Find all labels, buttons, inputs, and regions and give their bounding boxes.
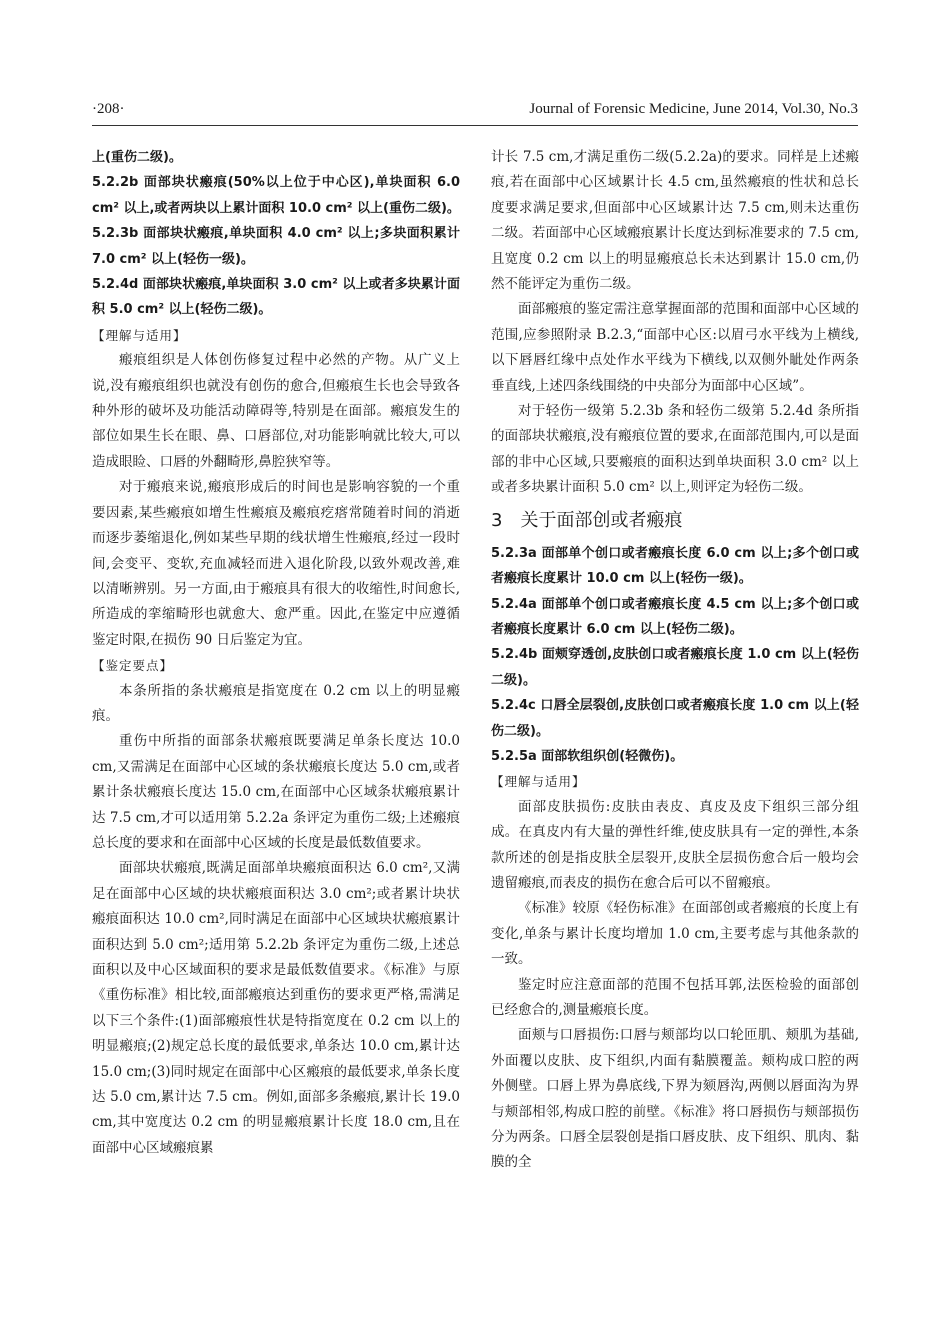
page-header (92, 101, 858, 123)
paragraph: 对于瘢痕来说,瘢痕形成后的时间也是影响容貌的一个重要因素,某些瘢痕如增生性瘢痕及瘢痕疙瘩常随着时间的消逝而逐步萎缩退化,例如某些早期的线状增生性瘢痕,经过一段时间,会变平、变软,充血减轻而进入退化阶段,以致外观改善,难以清晰辨别。另一方面,由于瘢痕具有很大的收缩性,时间愈长,所造成的挛缩畸形也就愈大、愈严重。因此,在鉴定中应遵循鉴定时限,在损伤 90 日后鉴定为宜。 (92, 479, 460, 648)
page-number: ·208· (92, 101, 125, 117)
paragraph: 对于轻伤一级第 5.2.3b 条和轻伤二级第 5.2.4d 条所指的面部块状瘢痕,没有瘢痕位置的要求,在面部范围内,可以是面部的非中心区域,只要瘢痕的面积达到单块面积 3.0 cm² 以上或者多块累计面积 5.0 cm² 以上,则评定为轻伤二级。 (491, 403, 859, 496)
clause-5-2-4d: 5.2.4d 面部块状瘢痕,单块面积 3.0 cm² 以上或者多块累计面积 5.0 cm² 以上(轻伤二级)。 (92, 277, 460, 318)
clause-5-2-4c: 5.2.4c 口唇全层裂创,皮肤创口或者瘢痕长度 1.0 cm 以上(轻伤二级)。 (491, 698, 859, 739)
left-column (92, 145, 460, 1161)
clause-5-2-3a: 5.2.3a 面部单个创口或者瘢痕长度 6.0 cm 以上;多个创口或者瘢痕长度累计 10.0 cm 以上(轻伤一级)。 (491, 545, 859, 587)
paragraph: 鉴定时应注意面部的范围不包括耳郭,法医检验的面部创已经愈合的,测量瘢痕长度。 (491, 976, 859, 1018)
paragraph: 上(重伤二级)。 (92, 150, 182, 165)
clause-5-2-4b: 5.2.4b 面颊穿透创,皮肤创口或者瘢痕长度 1.0 cm 以上(轻伤二级)。 (491, 647, 859, 688)
paragraph: 面颊与口唇损伤:口唇与颊部均以口轮匝肌、颊肌为基础,外面覆以皮肤、皮下组织,内面有黏膜覆盖。颊构成口腔的两外侧壁。口唇上界为鼻底线,下界为颏唇沟,两侧以唇面沟为界与颊部相邻,构成口腔的前壁。《标准》将口唇损伤与颊部损伤分为两条。口唇全层裂创是指口唇皮肤、皮下组织、肌肉、黏膜的全 (491, 1027, 859, 1171)
paragraph: 面部瘢痕的鉴定需注意掌握面部的范围和面部中心区域的范围,应参照附录 B.2.3,“面部中心区:以眉弓水平线为上横线,以下唇唇红缘中点处作水平线为下横线,以双侧外眦处作两条垂直线,上述四条线围绕的中央部分为面部中心区域”。 (491, 301, 859, 394)
paragraph: 瘢痕组织是人体创伤修复过程中必然的产物。从广义上说,没有瘢痕组织也就没有创伤的愈合,但瘢痕生长也会导致各种外形的破坏及功能活动障碍等,特别是在面部。瘢痕发生的部位如果生长在眼、鼻、口唇部位,对功能影响就比较大,可以造成眼睑、口唇的外翻畸形,鼻腔狭窄等。 (92, 352, 460, 470)
paragraph: 重伤中所指的面部条状瘢痕既要满足单条长度达 10.0 cm,又需满足在面部中心区域的条状瘢痕长度达 5.0 cm,或者累计条状瘢痕长度达 15.0 cm,在面部中心区域条状瘢痕累计达 7.5 cm,才可以适用第 5.2.2a 条评定为重伤二级;上述瘢痕总长度的要求和在面部中心区域的长度是最低数值要求。 (92, 733, 460, 851)
clause-5-2-4a: 5.2.4a 面部单个创口或者瘢痕长度 4.5 cm 以上;多个创口或者瘢痕长度累计 6.0 cm 以上(轻伤二级)。 (491, 596, 859, 637)
subheading-understanding: 【理解与适用】 (491, 774, 586, 790)
paragraph: 本条所指的条状瘢痕是指宽度在 0.2 cm 以上的明显瘢痕。 (92, 682, 460, 724)
clause-5-2-3b: 5.2.3b 面部块状瘢痕,单块面积 4.0 cm² 以上;多块面积累计 7.0 cm² 以上(轻伤一级)。 (92, 226, 460, 267)
section-heading: 3 关于面部创或者瘢痕 (491, 509, 683, 531)
journal-citation: Journal of Forensic Medicine, June 2014, Vol.30, No.3 (529, 101, 858, 117)
paragraph: 计长 7.5 cm,才满足重伤二级(5.2.2a)的要求。同样是上述瘢痕,若在面部中心区域累计长 4.5 cm,虽然瘢痕的性状和总长度要求满足要求,但面部中心区域累计达 7.5 cm,则未达重伤二级。若面部中心区域瘢痕累计长度达到标准要求的 7.5 cm,且宽度 0.2 cm 以上的明显瘢痕总长未达到累计 15.0 cm,仍然不能评定为重伤二级。 (491, 149, 859, 293)
paragraph: 面部皮肤损伤:皮肤由表皮、真皮及皮下组织三部分组成。在真皮内有大量的弹性纤维,使皮肤具有一定的弹性,本条款所述的创是指皮肤全层裂开,皮肤全层损伤愈合后一般均会遗留瘢痕,而表皮的损伤在愈合后可以不留瘢痕。 (491, 798, 859, 891)
right-column (491, 145, 859, 1176)
subheading-key-points: 【鉴定要点】 (92, 658, 174, 674)
paragraph: 面部块状瘢痕,既满足面部单块瘢痕面积达 6.0 cm²,又满足在面部中心区域的块状瘢痕面积达 3.0 cm²;或者累计块状瘢痕面积达 10.0 cm²,同时满足在面部中心区域块状瘢痕累计面积达到 5.0 cm²;适用第 5.2.2b 条评定为重伤二级,上述总面积以及中心区域面积的要求是最低数值要求。《标准》与原《重伤标准》相比较,面部瘢痕达到重伤的要求更严格,需满足以下三个条件:(1)面部瘢痕性状是特指宽度在 0.2 cm 以上的明显瘢痕;(2)规定总长度的最低要求,单条达 10.0 cm,累计达 15.0 cm;(3)同时规定在面部中心区瘢痕的最低要求,单条长度达 5.0 cm,累计达 7.5 cm。例如,面部多条瘢痕,累计长 19.0 cm,其中宽度达 0.2 cm 的明显瘢痕累计长度 18.0 cm,且在面部中心区域瘢痕累 (92, 860, 460, 1156)
paragraph: 《标准》较原《轻伤标准》在面部创或者瘢痕的长度上有变化,单条与累计长度均增加 1.0 cm,主要考虑与其他条款的一致。 (491, 900, 859, 968)
subheading-understanding: 【理解与适用】 (92, 327, 187, 343)
header-rule (92, 125, 858, 126)
clause-5-2-2b: 5.2.2b 面部块状瘢痕(50%以上位于中心区),单块面积 6.0 cm² 以上,或者两块以上累计面积 10.0 cm² 以上(重伤二级)。 (92, 175, 460, 216)
clause-5-2-5a: 5.2.5a 面部软组织创(轻微伤)。 (491, 748, 684, 764)
